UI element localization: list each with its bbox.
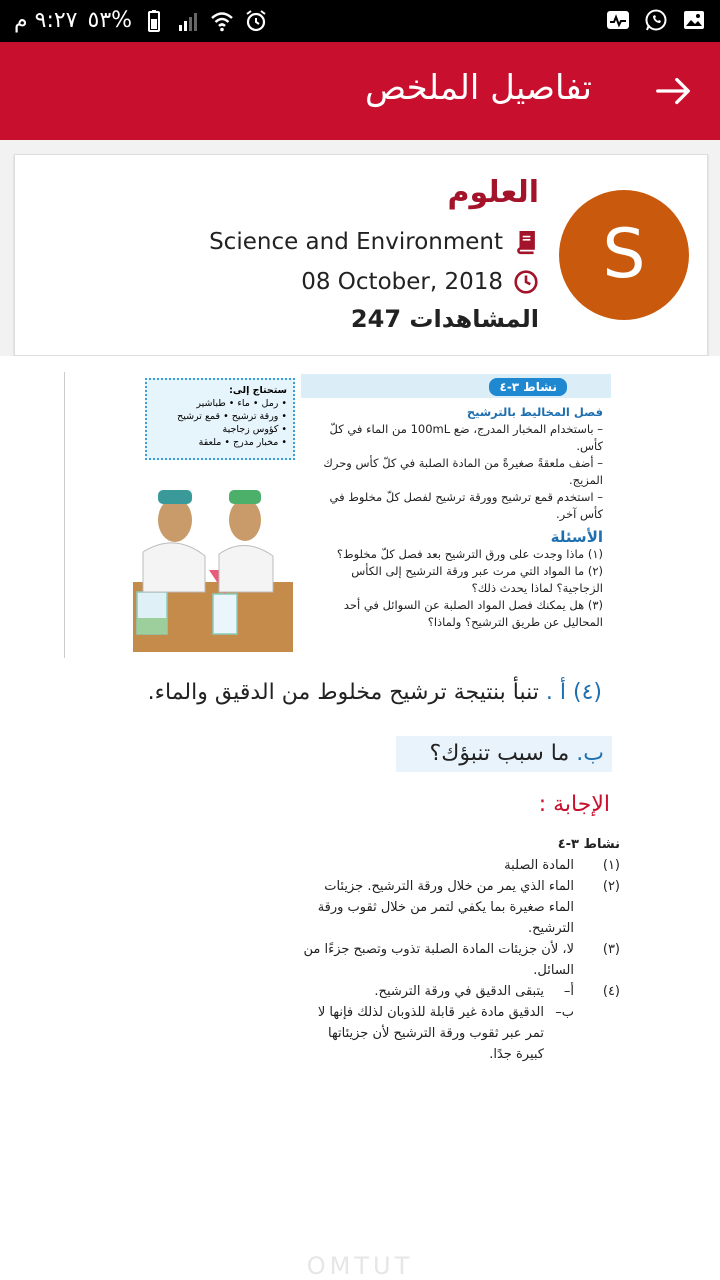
step-2: – أضف ملعقةً صغيرةً من المادة الصلبة في كلّ كأس وحرك المزيج. (323, 456, 603, 487)
battery-percent: %٥٣ (87, 8, 133, 33)
course-row (209, 229, 539, 255)
answer-row (300, 855, 620, 876)
question-4b-number: ب. (576, 741, 604, 766)
question-4a (148, 680, 602, 705)
status-bar (0, 0, 720, 42)
clock-icon (513, 269, 539, 295)
subject-title: العلوم (447, 175, 539, 210)
sub-text: الدقيق مادة غير قابلة للذوبان لذلك فإنها لا تمر عبر ثقوب ورقة الترشيح لأن جزيئاتها كبيرة جدًا. (317, 1005, 544, 1062)
textbook-excerpt (64, 372, 611, 658)
image-icon (682, 8, 706, 32)
question-2: (٢) ما المواد التي مرت عبر ورقة الترشيح إلى الكأس الزجاجية؟ لماذا يحدث ذلك؟ (351, 564, 603, 595)
page-title: تفاصيل الملخص (364, 68, 592, 108)
pulse-icon (606, 8, 630, 32)
step-1: – باستخدام المخبار المدرج، ضع 100mL من الماء في كلّ كأس. (329, 422, 603, 453)
question-1: (١) ماذا وجدت على ورق الترشيح بعد فصل كلّ مخلوط؟ (336, 547, 603, 561)
wifi-icon (210, 9, 234, 33)
alarm-icon (244, 9, 268, 33)
views-number: 247 (350, 305, 402, 333)
signal-icon (176, 9, 200, 33)
answer-sub-b (300, 1002, 574, 1065)
materials-line: • كؤوس زجاجية (222, 424, 287, 435)
date-row (301, 269, 539, 295)
answer-number: (٤) (602, 984, 620, 999)
answer-text (300, 981, 574, 1065)
answer-text: المادة الصلبة (504, 858, 574, 873)
answer-row (300, 939, 620, 981)
sub-text: يتبقى الدقيق في ورقة الترشيح. (374, 984, 544, 999)
answer-row (300, 981, 620, 1065)
materials-box (145, 378, 295, 460)
summary-content (0, 356, 720, 1280)
materials-title: ستحتاج إلى: (229, 385, 287, 396)
status-right (606, 8, 706, 32)
activity-text (303, 404, 603, 631)
views-count (351, 305, 539, 333)
question-3: (٣) هل يمكنك فصل المواد الصلبة عن السوائل في أحد المحاليل عن طريق الترشيح؟ ولماذا؟ (343, 598, 603, 629)
answer-number: (٢) (602, 879, 620, 894)
sub-letter: ب– (555, 1005, 574, 1020)
activity-badge: نشاط ٣-٤ (489, 378, 567, 396)
back-arrow-icon[interactable] (654, 72, 692, 110)
materials-line: • مخبار مدرج • ملعقة (198, 437, 287, 448)
app-bar (0, 42, 720, 140)
answer-number: (١) (602, 858, 620, 873)
question-4b-text: ما سبب تنبؤك؟ (429, 741, 570, 766)
answer-text: لا، لأن جزيئات المادة الصلبة تذوب وتصبح جزءًا من السائل. (303, 942, 574, 978)
questions-heading: الأسئلة (550, 528, 603, 546)
answer-text: الماء الذي يمر من خلال ورقة الترشيح. جزيئات الماء صغيرة بما يكفي لتمر من خلال ثقوب ورقة الترشيح. (317, 879, 574, 936)
battery-icon (142, 9, 166, 33)
step-3: – استخدم قمع ترشيح وورقة ترشيح لفصل كلّ مخلوط في كأس آخر. (329, 490, 603, 521)
sub-letter: أ– (563, 984, 574, 999)
whatsapp-icon (644, 8, 668, 32)
answer-label: الإجابة : (538, 792, 610, 817)
book-icon (513, 229, 539, 255)
post-date: 08 October, 2018 (301, 269, 503, 295)
status-time: ٩:٢٧ م (14, 8, 78, 33)
answer-number: (٣) (602, 942, 620, 957)
status-left (14, 8, 268, 33)
answer-row (300, 876, 620, 939)
watermark: OMTUT (306, 1252, 414, 1280)
summary-card (14, 154, 708, 356)
answer-sub-a (300, 981, 574, 1002)
course-name: Science and Environment (209, 229, 503, 255)
question-4a-number: (٤) أ . (545, 680, 602, 705)
views-label: المشاهدات (409, 305, 539, 333)
materials-line: • رمل • ماء • طباشير (196, 398, 287, 409)
question-4a-text: تنبأ بنتيجة ترشيح مخلوط من الدقيق والماء. (147, 680, 539, 705)
avatar: S (559, 190, 689, 320)
question-4b (396, 736, 612, 772)
students-illustration (133, 482, 293, 652)
answers-heading: نشاط ٣-٤ (557, 837, 620, 852)
answers-block (300, 834, 620, 1065)
activity-heading: فصل المخاليط بالترشيح (466, 405, 603, 419)
materials-line: • ورقة ترشيح • قمع ترشيح (177, 411, 287, 422)
